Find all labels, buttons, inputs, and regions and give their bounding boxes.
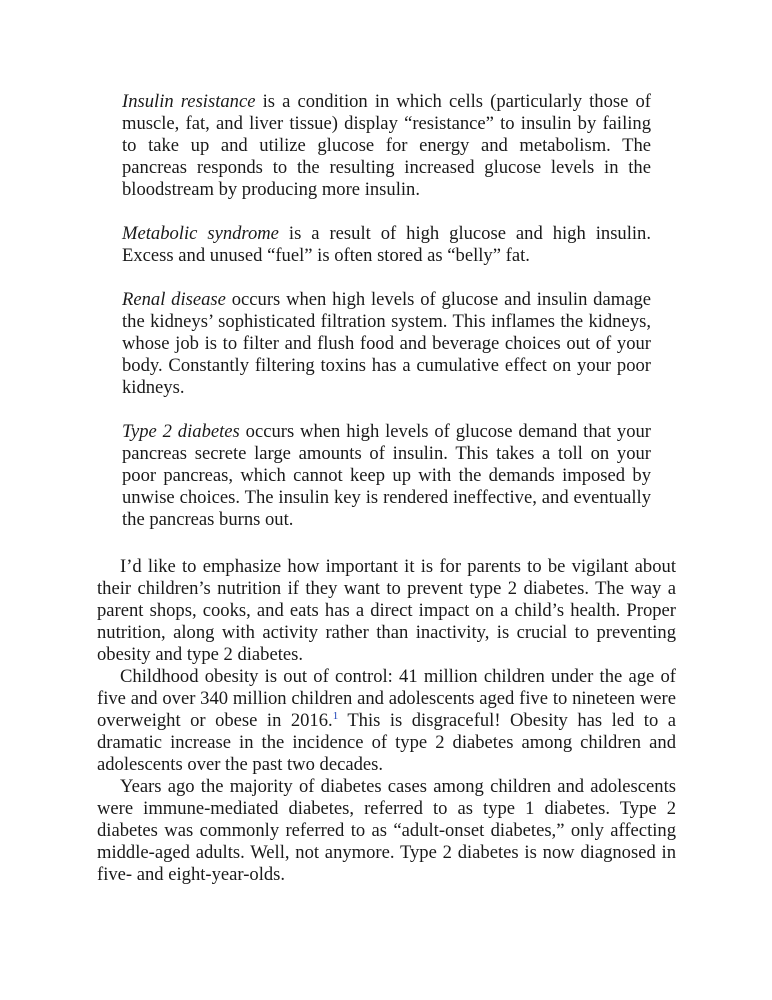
paragraph-text: Childhood obesity is out of control: 41 million children under the age of five and over 340 million children and adolescents aged five to nineteen were overweight or obese in 2016. bbox=[97, 666, 676, 731]
body-text bbox=[97, 556, 676, 886]
definition-text: is a result of high glucose and high insulin. Excess and unused “fuel” is often stored as “belly” fat. bbox=[122, 223, 652, 266]
definition-term: Type 2 diabetes bbox=[122, 421, 240, 442]
definition-text: is a condition in which cells (particularly those of muscle, fat, and liver tissue) display “resistance” to insulin by failing to take up and utilize glucose for energy and metabolism. The pancreas responds to the resulting increased glucose levels in the bloodstream by producing more insulin. bbox=[122, 91, 651, 200]
paragraph-childhood-obesity bbox=[97, 666, 676, 776]
definition-metabolic-syndrome bbox=[122, 223, 651, 267]
definition-renal-disease bbox=[122, 289, 651, 399]
definition-text: occurs when high levels of glucose demand that your pancreas secrete large amounts of insulin. This takes a toll on your poor pancreas, which cannot keep up with the demands imposed by unwise choices. The insulin key is rendered ineffective, and eventually the pancreas burns out. bbox=[122, 421, 651, 530]
definition-term: Metabolic syndrome bbox=[122, 223, 279, 244]
definition-insulin-resistance bbox=[122, 91, 651, 201]
paragraph-diabetes-history: Years ago the majority of diabetes cases among children and adolescents were immune-mediated diabetes, referred to as type 1 diabetes. Type 2 diabetes was commonly referred to as “adult-onset diabetes,” only affecting middle-aged adults. Well, not anymore. Type 2 diabetes is now diagnosed in five- and eight-year-olds. bbox=[97, 776, 676, 885]
definitions-block bbox=[122, 91, 651, 553]
footnote-reference[interactable]: 1 bbox=[332, 709, 339, 722]
definition-term: Insulin resistance bbox=[122, 91, 256, 112]
paragraph-text: This is disgraceful! Obesity has led to a dramatic increase in the incidence of type 2 diabetes among children and adolescents over the past two decades. bbox=[97, 710, 676, 775]
definition-text: occurs when high levels of glucose and insulin damage the kidneys’ sophisticated filtration system. This inflames the kidneys, whose job is to filter and flush food and beverage choices out of your body. Constantly filtering toxins has a cumulative effect on your poor kidneys. bbox=[122, 289, 651, 398]
definition-type-2-diabetes bbox=[122, 421, 651, 531]
paragraph-nutrition: I’d like to emphasize how important it is for parents to be vigilant about their children’s nutrition if they want to prevent type 2 diabetes. The way a parent shops, cooks, and eats has a direct impact on a child’s health. Proper nutrition, along with activity rather than inactivity, is crucial to preventing obesity and type 2 diabetes. bbox=[97, 556, 676, 665]
definition-term: Renal disease bbox=[122, 289, 226, 310]
